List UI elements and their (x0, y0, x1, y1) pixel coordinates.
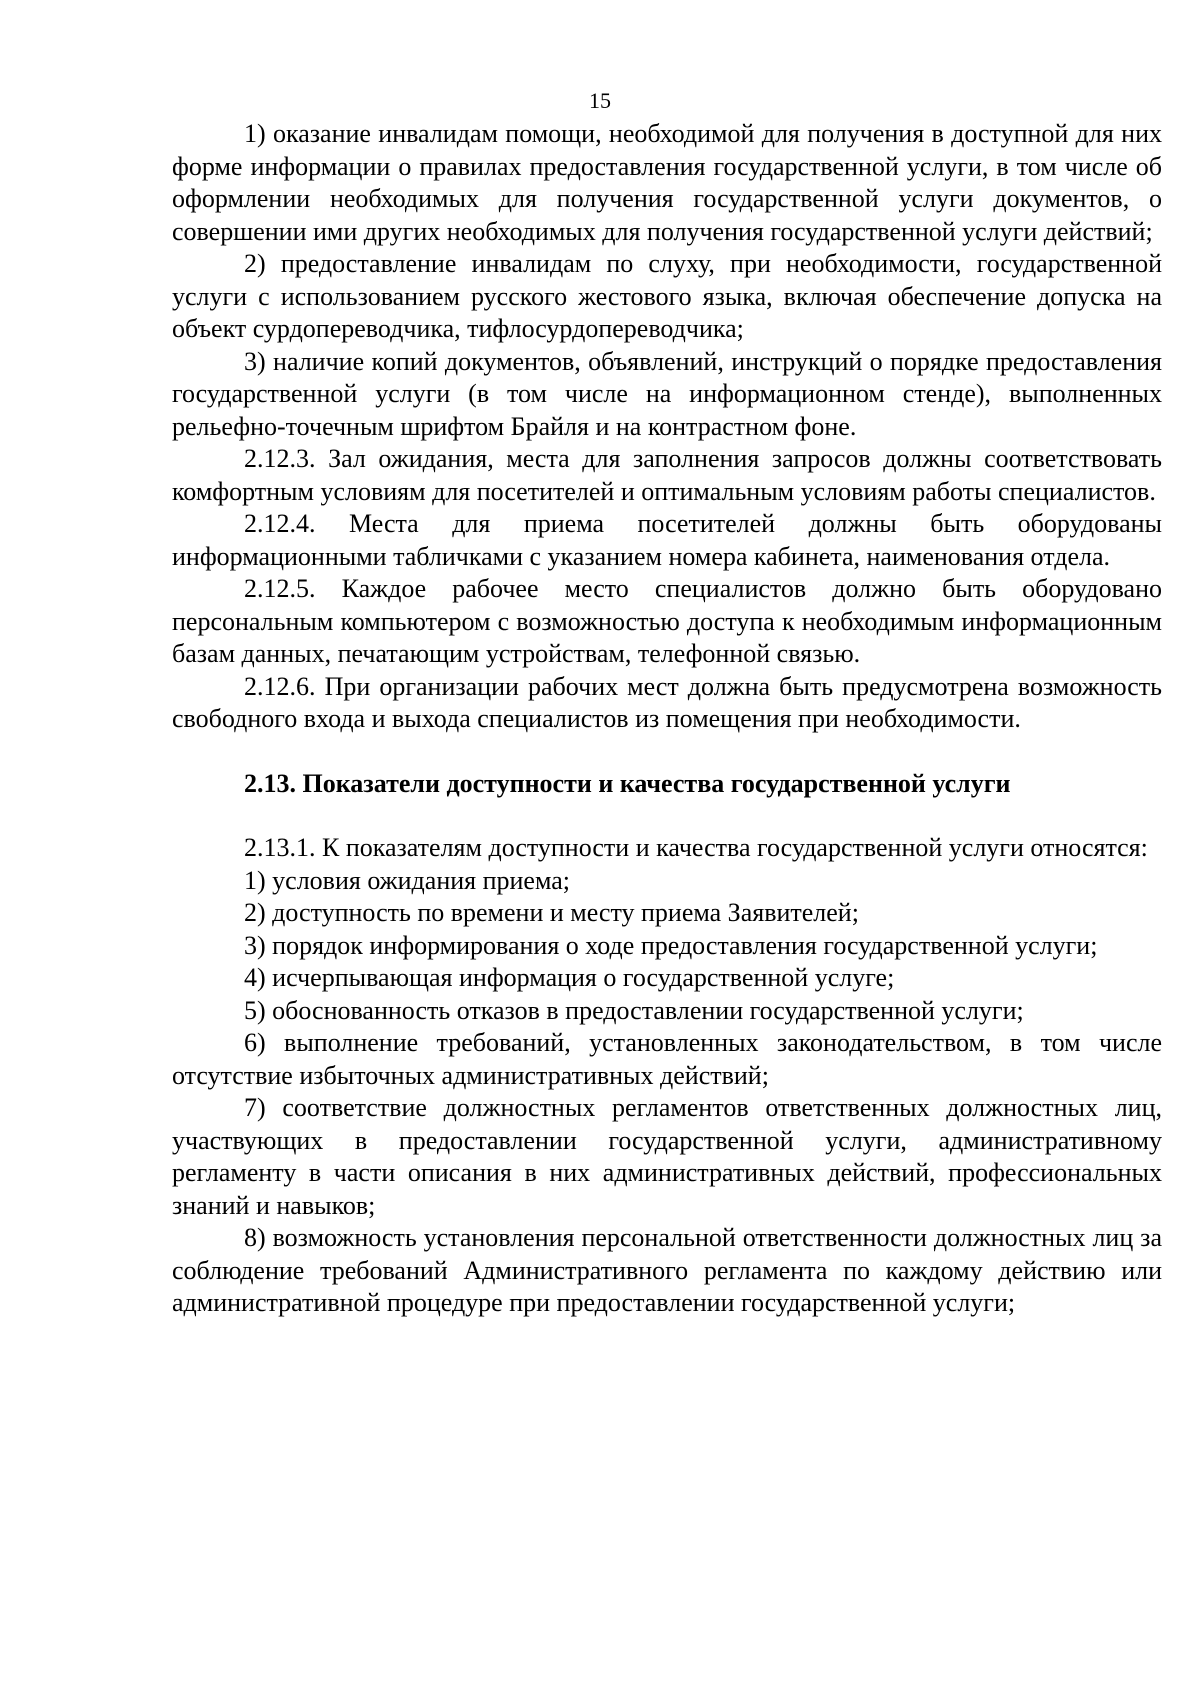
list-item-6: 6) выполнение требований, установленных законодательством, в том числе отсутствие избыточных административных действий; (172, 1028, 1162, 1090)
list-item-7: 7) соответствие должностных регламентов ответственных должностных лиц, участвующих в предоставлении государственной услуги, административному регламенту в части описания в них административных действий, профессиональных знаний и навыков; (172, 1093, 1162, 1220)
paragraph-2-12-3: 2.12.3. Зал ожидания, места для заполнения запросов должны соответствовать комфортным условиям для посетителей и оптимальным условиям работы специалистов. (172, 444, 1162, 506)
list-item-1: 1) условия ожидания приема; (244, 865, 571, 895)
paragraph-item-3: 3) наличие копий документов, объявлений, инструкций о порядке предоставления государственной услуги (в том числе на информационном стенде), выполненных рельефно-точечным шрифтом Брайля и на контрастном фоне. (172, 346, 1162, 441)
paragraph-2-12-5: 2.12.5. Каждое рабочее место специалистов должно быть оборудовано персональным компьютером с возможностью доступа к необходимым информационным базам данных, печатающим устройствам, телефонной связью. (172, 574, 1162, 668)
paragraph-item-1: 1) оказание инвалидам помощи, необходимой для получения в доступной для них форме информации о правилах предоставления государственной услуги, в том числе об оформлении необходимых для получения государственной услуги документов, о совершении ими других необходимых для получения государственной услуги действий; (172, 119, 1162, 246)
page-number: 15 (589, 88, 611, 113)
list-item-4: 4) исчерпывающая информация о государственной услуге; (244, 963, 895, 992)
document-body (172, 118, 1162, 1320)
paragraph-2-12-4: 2.12.4. Места для приема посетителей должны быть оборудованы информационными табличками с указанием номера кабинета, наименования отдела. (172, 509, 1162, 571)
list-item-3: 3) порядок информирования о ходе предоставления государственной услуги; (244, 930, 1098, 960)
list-item-8: 8) возможность установления персональной ответственности должностных лиц за соблюдение требований Административного регламента по каждому действию или административной процедуре при предоставлении государственной услуги; (172, 1223, 1162, 1317)
section-heading: 2.13. Показатели доступности и качества государственной услуги (244, 768, 1011, 798)
paragraph-item-2: 2) предоставление инвалидам по слуху, при необходимости, государственной услуги с использованием русского жестового языка, включая обеспечение допуска на объект сурдопереводчика, тифлосурдопереводчика; (172, 249, 1162, 343)
list-item-2: 2) доступность по времени и месту приема Заявителей; (244, 898, 859, 927)
list-item-5: 5) обоснованность отказов в предоставлении государственной услуги; (244, 995, 1024, 1025)
paragraph-2-12-6: 2.12.6. При организации рабочих мест должна быть предусмотрена возможность свободного входа и выхода специалистов из помещения при необходимости. (172, 671, 1162, 733)
paragraph-2-13-1: 2.13.1. К показателям доступности и качества государственной услуги относятся: (244, 833, 1148, 862)
